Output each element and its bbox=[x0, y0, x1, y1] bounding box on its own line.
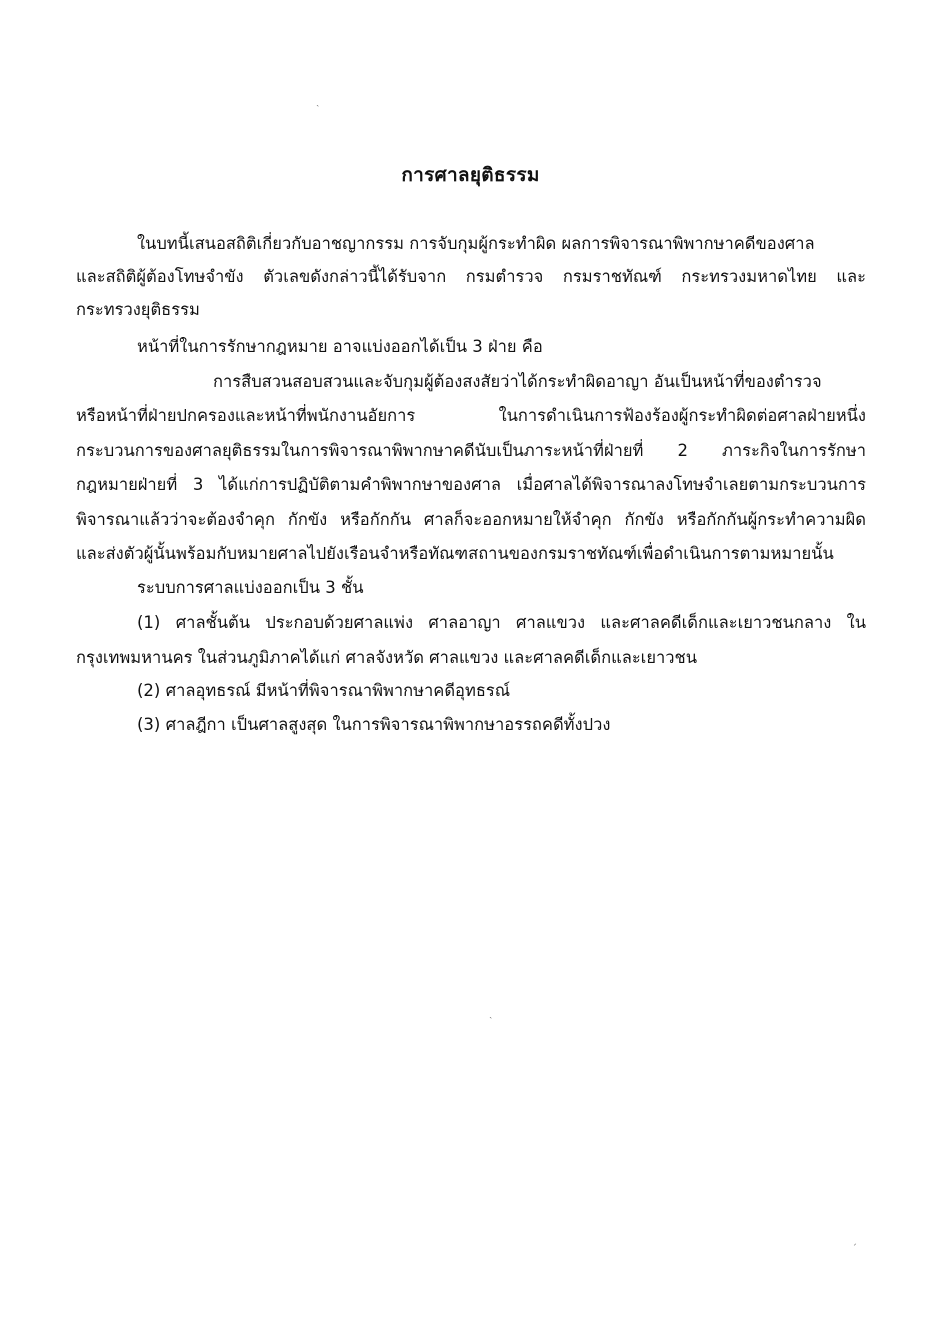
paragraph-line: หน้าที่ในการรักษากฎหมาย อาจแบ่งออกได้เป็น 3 ฝ่าย คือ bbox=[137, 337, 543, 356]
list-item-2: (2) ศาลอุทธรณ์ มีหน้าที่พิจารณาพิพากษาคดีอุทธรณ์ bbox=[137, 681, 511, 700]
scan-speck: ˏ bbox=[852, 1235, 857, 1246]
list-item-1-continued: กรุงเทพมหานคร ในส่วนภูมิภาคได้แก่ ศาลจังหวัด ศาลแขวง และศาลคดีเด็กและเยาวชน bbox=[76, 648, 697, 667]
list-item-1: (1) ศาลชั้นต้น ประกอบด้วยศาลแพ่ง ศาลอาญา ศาลแขวง และศาลคดีเด็กและเยาวชนกลาง ใน bbox=[137, 613, 866, 632]
scan-speck: ˴ bbox=[489, 1012, 493, 1023]
paragraph-line: การสืบสวนสอบสวนและจับกุมผู้ต้องสงสัยว่าได้กระทำผิดอาญา อันเป็นหน้าที่ของตำรวจ bbox=[213, 372, 822, 391]
paragraph-line: กฎหมายฝ่ายที่ 3 ได้แก่การปฏิบัติตามคำพิพากษาของศาล เมื่อศาลได้พิจารณาลงโทษจำเลยตามกระบวนการ bbox=[76, 475, 866, 494]
paragraph-line: ในบทนี้เสนอสถิติเกี่ยวกับอาชญากรรม การจับกุมผู้กระทำผิด ผลการพิจารณาพิพากษาคดีของศาล bbox=[137, 234, 815, 253]
paragraph-line: และส่งตัวผู้นั้นพร้อมกับหมายศาลไปยังเรือนจำหรือทัณฑสถานของกรมราชทัณฑ์เพื่อดำเนินการตามหมายนั้น bbox=[76, 544, 834, 563]
scan-speck: ˴ bbox=[316, 100, 320, 111]
list-item-3: (3) ศาลฎีกา เป็นศาลสูงสุด ในการพิจารณาพิพากษาอรรถคดีทั้งปวง bbox=[137, 715, 611, 734]
section-heading: ระบบการศาลแบ่งออกเป็น 3 ชั้น bbox=[137, 578, 364, 597]
paragraph-line: พิจารณาแล้วว่าจะต้องจำคุก กักขัง หรือกักกัน ศาลก็จะออกหมายให้จำคุก กักขัง หรือกักกันผู้กระทำความผิด bbox=[76, 510, 866, 529]
paragraph-line: และสถิติผู้ต้องโทษจำขัง ตัวเลขดังกล่าวนี้ได้รับจาก กรมตำรวจ กรมราชทัณฑ์ กระทรวงมหาดไทย และ bbox=[76, 267, 866, 286]
paragraph-line: หรือหน้าที่ฝ่ายปกครองและหน้าที่พนักงานอัยการ ในการดำเนินการฟ้องร้องผู้กระทำผิดต่อศาลฝ่ายหนึ่ง bbox=[76, 406, 866, 425]
paragraph-line: กระทรวงยุติธรรม bbox=[76, 300, 200, 319]
document-title: การศาลยุติธรรม bbox=[401, 164, 540, 186]
paragraph-line: กระบวนการของศาลยุติธรรมในการพิจารณาพิพากษาคดีนับเป็นภาระหน้าที่ฝ่ายที่ 2 ภาระกิจในการรักษา bbox=[76, 441, 866, 460]
